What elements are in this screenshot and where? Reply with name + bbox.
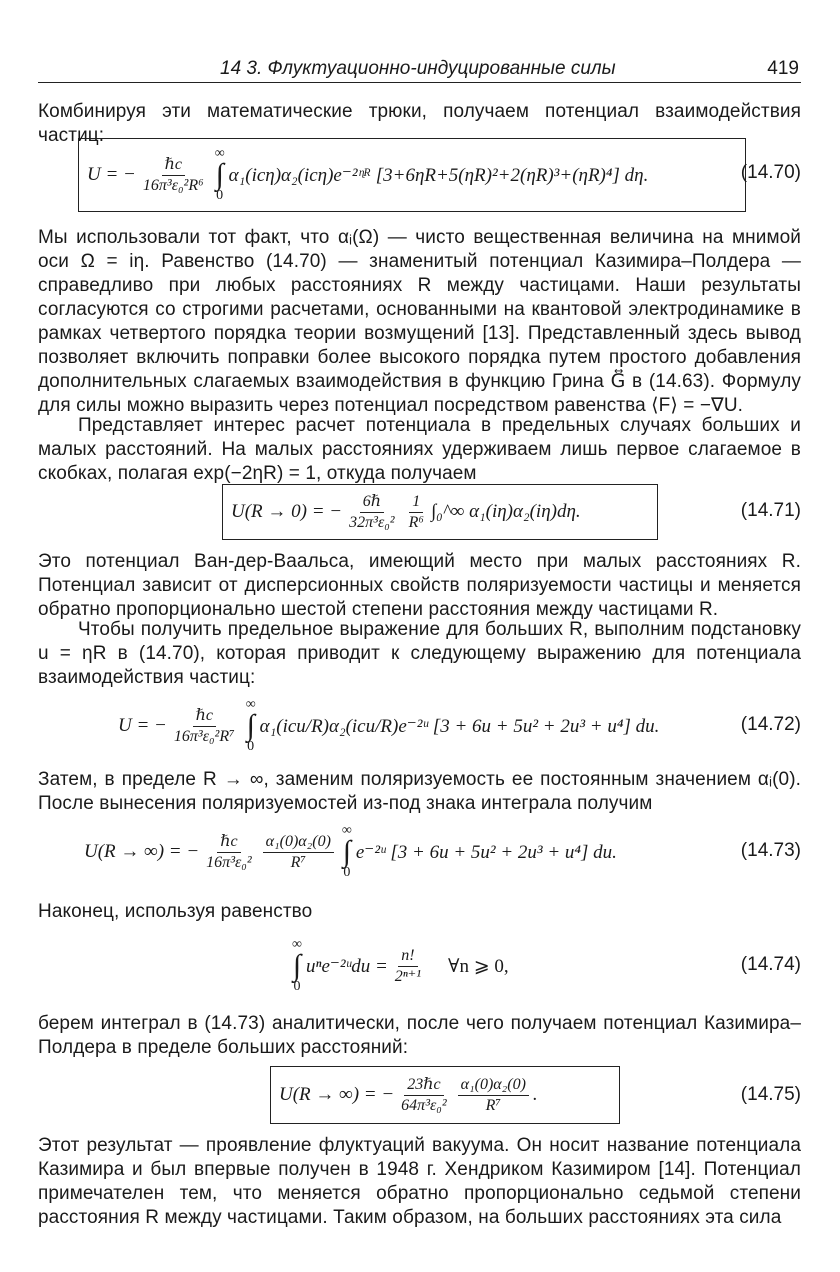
integral-upper-limit: ∞ [341, 823, 352, 838]
paragraph-intro: Комбинируя эти математические трюки, получаем потенциал взаимодействия частиц: [38, 101, 801, 146]
formula-box [222, 484, 658, 540]
fraction-numerator: ℏc [162, 155, 185, 176]
equation-14-71 [38, 484, 801, 540]
paragraph-small-distance: Представляет интерес расчет потенциала в предельных случаях больших и малых расстояний. На малых расстояниях удерживаем лишь первое слагаемое в скобках, полагая exp(−2ηR) = 1, откуда получаем [38, 415, 801, 484]
fraction-numerator: n! [398, 946, 417, 967]
integral-upper-limit: ∞ [292, 937, 302, 952]
paragraph-after-14-70: Мы использовали тот факт, что αᵢ(Ω) — чисто вещественная величина на мнимой оси Ω = iη. Равенство (14.70) — знаменитый потенциал Казимира–Полдера — справедливо при любых расстояниях R между частицами. Наши результаты согласуются со строгими расчетами, основанными на квантовой электродинамике в рамках четвертого порядка теории возмущений [13]. Представленный здесь вывод позволяет включить поправки более высокого порядка путем простого добавления дополнительных слагаемых взаимодействия в функцию Грина G⃡ в (14.63). Формулу для силы можно выразить через потенциал посредством равенства ⟨F⟩ = −∇U. [38, 227, 801, 416]
fraction-numerator: 23ℏc [404, 1075, 443, 1096]
formula-body: α₁(icη)α₂(icη)e⁻²ᶯᴿ [3+6ηR+5(ηR)²+2(ηR)³+(ηR)⁴] dη. [228, 164, 649, 186]
formula-body: α₁(icu/R)α₂(icu/R)e⁻²ᵘ [3 + 6u + 5u² + 2u³ + u⁴] du. [259, 715, 660, 737]
equation-14-70 [38, 138, 801, 214]
formula [118, 690, 659, 762]
equation-14-72 [38, 690, 801, 762]
formula-condition: ∀n ⩾ 0, [448, 955, 509, 977]
formula-body: e⁻²ᵘ [3 + 6u + 5u² + 2u³ + u⁴] du. [355, 841, 617, 863]
fraction-numerator: 1 [409, 492, 423, 513]
fraction [346, 492, 397, 533]
running-title: 14 3. Флуктуационно-индуцированные силы [220, 58, 616, 79]
formula-lhs: U = − [118, 715, 167, 736]
equation-14-74 [38, 928, 801, 1004]
formula [288, 928, 509, 1004]
equation-14-73 [38, 814, 801, 890]
formula-box [270, 1066, 620, 1124]
fraction [171, 706, 238, 747]
formula-body: uⁿe⁻²ᵘdu = [305, 955, 388, 977]
fraction-numerator: α₁(0)α₂(0) [458, 1075, 529, 1096]
fraction-numerator: α₁(0)α₂(0) [263, 832, 334, 853]
fraction [406, 492, 427, 533]
fraction-denominator: R⁷ [485, 1096, 501, 1114]
fraction-denominator: 16π³ε₀²R⁶ [142, 176, 204, 194]
fraction-denominator: 16π³ε₀²R⁷ [173, 727, 235, 745]
formula-tail: . [532, 1084, 538, 1105]
paragraph-result: Этот результат — проявление флуктуаций вакуума. Он носит название потенциала Казимира и был впервые получен в 1948 г. Хендриком Казимиром [14]. Потенциал примечателен тем, что меняется обратно пропорционально седьмой степени расстояния R между частицами. Таким образом, на больших расстояниях эта сила [38, 1135, 801, 1228]
fraction [263, 832, 334, 873]
fraction-denominator: 32π³ε₀² [349, 513, 395, 531]
equation-number: (14.71) [740, 500, 801, 521]
equation-number: (14.70) [740, 162, 801, 183]
fraction [398, 1075, 449, 1116]
formula-lhs: U(R → 0) = − [231, 501, 343, 522]
fraction-denominator: R⁷ [290, 853, 306, 871]
formula [84, 814, 617, 890]
fraction-numerator: ℏc [217, 832, 240, 853]
equation-number: (14.74) [740, 954, 801, 975]
formula-body: ∫₀^∞ α₁(iη)α₂(iη)dη. [430, 501, 581, 522]
integral-sign: ∞ ∫ 0 [214, 146, 225, 203]
fraction-numerator: 6ℏ [360, 492, 384, 513]
page-header [38, 56, 801, 83]
fraction-numerator: ℏc [193, 706, 216, 727]
equation-14-75 [38, 1066, 801, 1124]
formula-lhs: U = − [87, 164, 136, 185]
fraction [203, 832, 254, 873]
equation-number: (14.75) [740, 1084, 801, 1105]
formula-lhs: U(R → ∞) = − [279, 1084, 395, 1105]
integral-lower-limit: 0 [343, 865, 351, 880]
paragraph-integral: берем интеграл в (14.73) аналитически, после чего получаем потенциал Казимира–Полдера в пределе больших расстояний: [38, 1013, 801, 1058]
integral-sign: ∞ ∫ 0 [245, 697, 256, 754]
fraction [458, 1075, 529, 1116]
paragraph-large-distance: Чтобы получить предельное выражение для больших R, выполним подстановку u = ηR в (14.70), которая приводит к следующему выражению для потенциала взаимодействия частиц: [38, 619, 801, 688]
paragraph-finally: Наконец, используя равенство [38, 901, 313, 922]
paragraph-van-der-waals: Это потенциал Ван-дер-Ваальса, имеющий место при малых расстояниях R. Потенциал зависит от дисперсионных свойств поляризуемости частицы и меняется обратно пропорционально шестой степени расстояния между частицами R. [38, 551, 801, 620]
integral-sign: ∞ ∫ 0 [292, 937, 302, 994]
formula-lhs: U(R → ∞) = − [84, 841, 200, 862]
fraction-denominator: R⁶ [408, 513, 424, 531]
formula-box [78, 138, 746, 212]
integral-lower-limit: 0 [247, 739, 255, 754]
equation-number: (14.73) [740, 840, 801, 861]
fraction [140, 155, 207, 196]
fraction [392, 946, 424, 987]
fraction-denominator: 16π³ε₀² [206, 853, 252, 871]
fraction-denominator: 64π³ε₀² [401, 1096, 447, 1114]
integral-sign: ∞ ∫ 0 [341, 823, 352, 880]
page-number: 419 [767, 58, 799, 79]
integral-lower-limit: 0 [216, 188, 224, 203]
equation-number: (14.72) [740, 714, 801, 735]
paragraph-limit: Затем, в пределе R → ∞, заменим поляризуемость ее постоянным значением αᵢ(0). После вынесения поляризуемостей из-под знака интеграла получим [38, 769, 801, 814]
fraction-denominator: 2ⁿ⁺¹ [394, 967, 422, 985]
integral-lower-limit: 0 [293, 979, 301, 994]
integral-upper-limit: ∞ [214, 146, 225, 161]
integral-upper-limit: ∞ [245, 697, 256, 712]
